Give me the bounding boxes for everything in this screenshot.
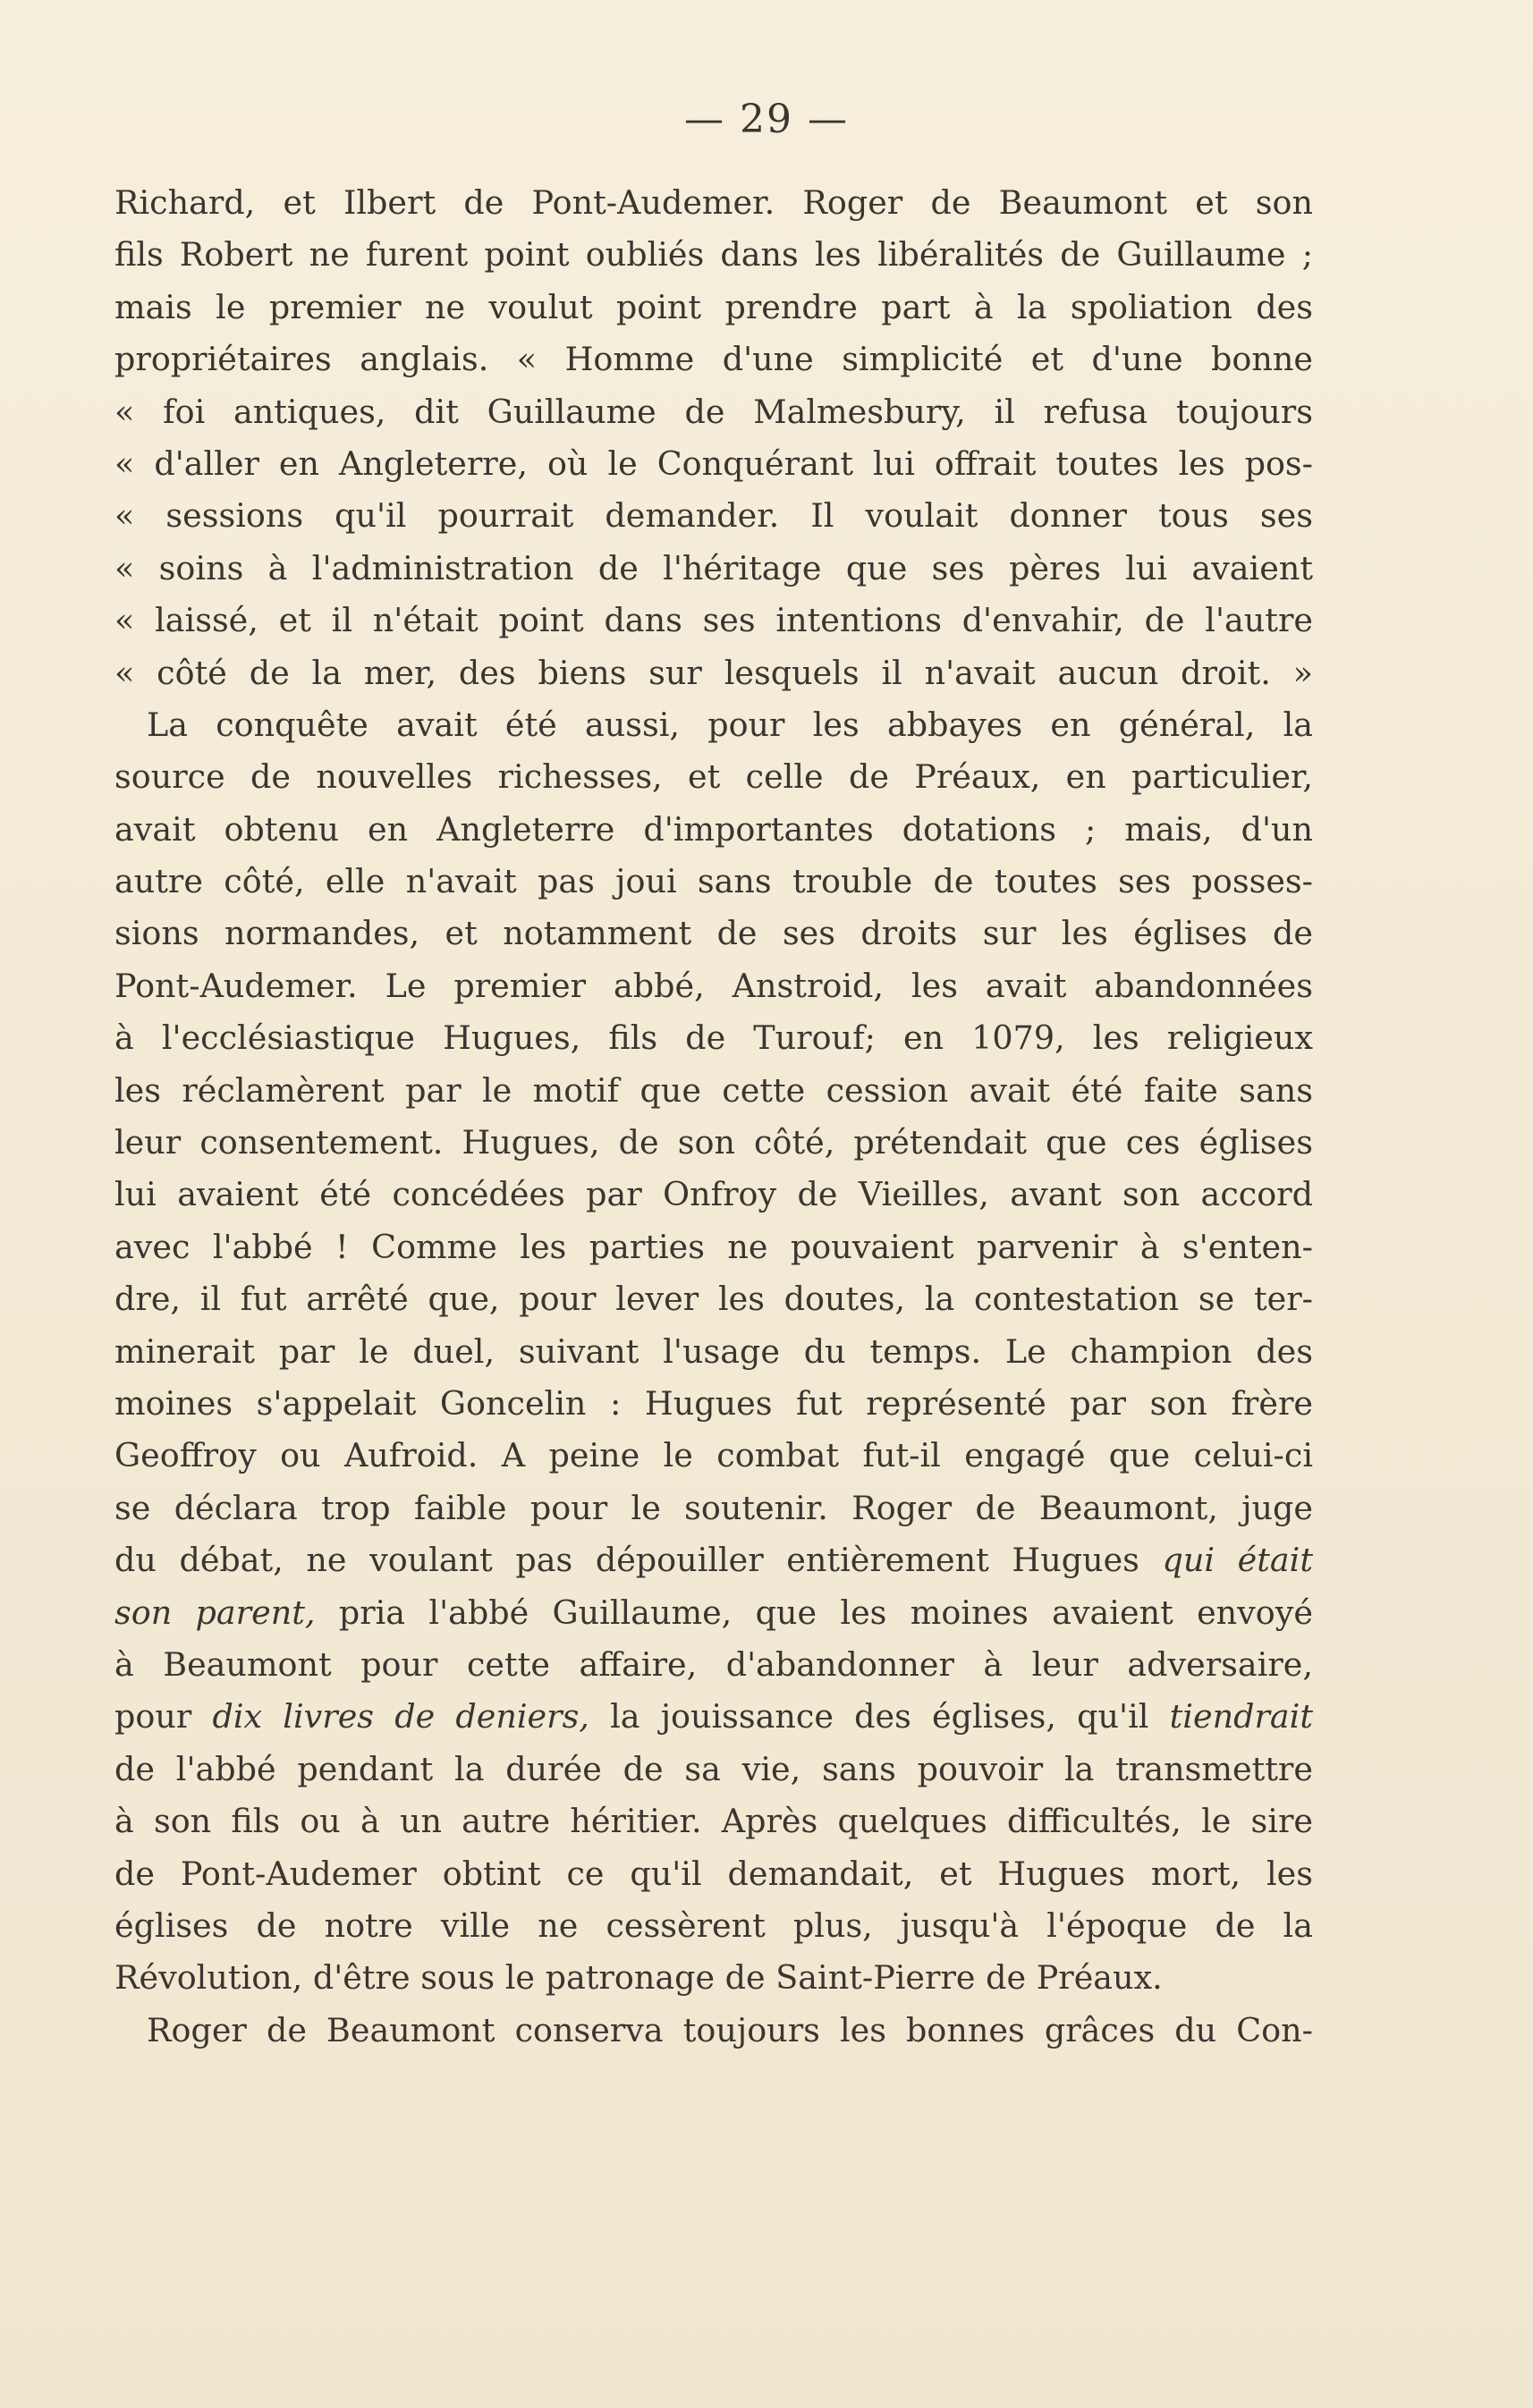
italic-text: qui était xyxy=(1162,1541,1313,1580)
text-line xyxy=(114,1221,1313,1273)
text-line xyxy=(114,1952,1313,2004)
line-text: « soins à l'administration de l'héritage que ses pères lui avaient xyxy=(114,548,1313,587)
text-line xyxy=(114,595,1313,646)
line-text: « côté de la mer, des biens sur lesquels il n'avait aucun droit. » xyxy=(114,653,1313,692)
text-line xyxy=(114,1639,1313,1691)
line-text: à Beaumont pour cette affaire, d'abandonner à leur adversaire, xyxy=(114,1644,1313,1684)
text-line xyxy=(114,960,1313,1012)
line-text: se déclara trop faible pour le soutenir. Roger de Beaumont, juge xyxy=(114,1488,1313,1527)
text-line xyxy=(114,282,1313,334)
text-line xyxy=(114,1012,1313,1064)
line-text: à son fils ou à un autre héritier. Après quelques difficultés, le sire xyxy=(114,1802,1313,1841)
text-line xyxy=(114,1691,1313,1743)
text-line xyxy=(114,386,1313,438)
line-text: Geoffroy ou Aufroid. A peine le combat fut-il engagé que celui-ci xyxy=(114,1436,1313,1475)
text-line xyxy=(114,334,1313,385)
text-line xyxy=(114,699,1313,751)
line-text: La conquête avait été aussi, pour les abbayes en général, la xyxy=(147,705,1313,744)
italic-text: son parent, xyxy=(114,1593,316,1632)
text-line xyxy=(114,751,1313,803)
text-line xyxy=(114,1587,1313,1639)
line-text: lui avaient été concédées par Onfroy de Vieilles, avant son accord xyxy=(114,1175,1313,1214)
line-text: autre côté, elle n'avait pas joui sans trouble de toutes ses posses- xyxy=(114,862,1313,901)
line-text: minerait par le duel, suivant l'usage du temps. Le champion des xyxy=(114,1331,1313,1371)
line-text: « d'aller en Angleterre, où le Conquérant lui offrait toutes les pos- xyxy=(114,444,1313,483)
text-line xyxy=(114,804,1313,856)
text-line xyxy=(114,438,1313,490)
text-line xyxy=(114,1483,1313,1534)
text-line xyxy=(114,1378,1313,1430)
text-line xyxy=(114,1273,1313,1325)
italic-text: dix livres de deniers, xyxy=(212,1697,589,1736)
line-text: avait obtenu en Angleterre d'importantes dotations ; mais, d'un xyxy=(114,809,1313,849)
text-line xyxy=(114,647,1313,699)
line-text: moines s'appelait Goncelin : Hugues fut représenté par son frère xyxy=(114,1383,1313,1423)
text-line xyxy=(114,543,1313,595)
text-line xyxy=(114,1744,1313,1795)
text-line xyxy=(114,229,1313,281)
line-text: « foi antiques, dit Guillaume de Malmesbury, il refusa toujours xyxy=(114,392,1313,431)
text-line xyxy=(114,1430,1313,1482)
line-text: fils Robert ne furent point oubliés dans les libéralités de Guillaume ; xyxy=(114,235,1313,275)
text-line xyxy=(114,856,1313,908)
line-text: leur consentement. Hugues, de son côté, prétendait que ces églises xyxy=(114,1123,1313,1162)
line-text: de Pont-Audemer obtint ce qu'il demandait, et Hugues mort, les xyxy=(114,1854,1313,1893)
text-line xyxy=(114,1848,1313,1900)
line-text: Roger de Beaumont conserva toujours les bonnes grâces du Con- xyxy=(147,2010,1313,2049)
text-line xyxy=(114,1326,1313,1378)
line-text: propriétaires anglais. « Homme d'une simplicité et d'une bonne xyxy=(114,340,1313,379)
body-text xyxy=(114,177,1313,2057)
text-line xyxy=(114,1065,1313,1117)
line-text: dre, il fut arrêté que, pour lever les doutes, la contestation se ter- xyxy=(114,1280,1313,1319)
line-text: pria l'abbé Guillaume, que les moines avaient envoyé xyxy=(315,1593,1313,1632)
text-line xyxy=(114,177,1313,229)
text-line xyxy=(114,1900,1313,1952)
line-text: églises de notre ville ne cessèrent plus, jusqu'à l'époque de la xyxy=(114,1905,1313,1945)
text-line xyxy=(114,908,1313,959)
line-text: la jouissance des églises, qu'il xyxy=(589,1697,1170,1736)
line-text: les réclamèrent par le motif que cette cession avait été faite sans xyxy=(114,1070,1313,1110)
line-text: Richard, et Ilbert de Pont-Audemer. Roger de Beaumont et son xyxy=(114,183,1313,222)
line-text: Pont-Audemer. Le premier abbé, Anstroid, les avait abandonnées xyxy=(114,966,1313,1005)
text-line xyxy=(114,1117,1313,1169)
line-text: avec l'abbé ! Comme les parties ne pouvaient parvenir à s'enten- xyxy=(114,1227,1313,1266)
page-number: — 29 — xyxy=(684,97,849,142)
line-text: Révolution, d'être sous le patronage de Saint-Pierre de Préaux. xyxy=(114,1958,1163,1998)
line-text: à l'ecclésiastique Hugues, fils de Turouf; en 1079, les religieux xyxy=(114,1018,1313,1058)
line-text: de l'abbé pendant la durée de sa vie, sans pouvoir la transmettre xyxy=(114,1749,1313,1788)
line-text: du débat, ne voulant pas dépouiller entièrement Hugues xyxy=(114,1541,1163,1580)
line-text: « laissé, et il n'était point dans ses intentions d'envahir, de l'autre xyxy=(114,601,1313,640)
text-line xyxy=(114,490,1313,542)
line-text: source de nouvelles richesses, et celle de Préaux, en particulier, xyxy=(114,757,1313,797)
italic-text: tiendrait xyxy=(1169,1697,1313,1736)
line-text: pour xyxy=(114,1697,213,1736)
line-text: « sessions qu'il pourrait demander. Il voulait donner tous ses xyxy=(114,496,1313,536)
text-line xyxy=(114,1795,1313,1847)
text-line xyxy=(114,1534,1313,1586)
text-line xyxy=(114,2005,1313,2057)
line-text: mais le premier ne voulut point prendre part à la spoliation des xyxy=(114,287,1313,326)
line-text: sions normandes, et notamment de ses droits sur les églises de xyxy=(114,914,1313,953)
text-line xyxy=(114,1169,1313,1221)
